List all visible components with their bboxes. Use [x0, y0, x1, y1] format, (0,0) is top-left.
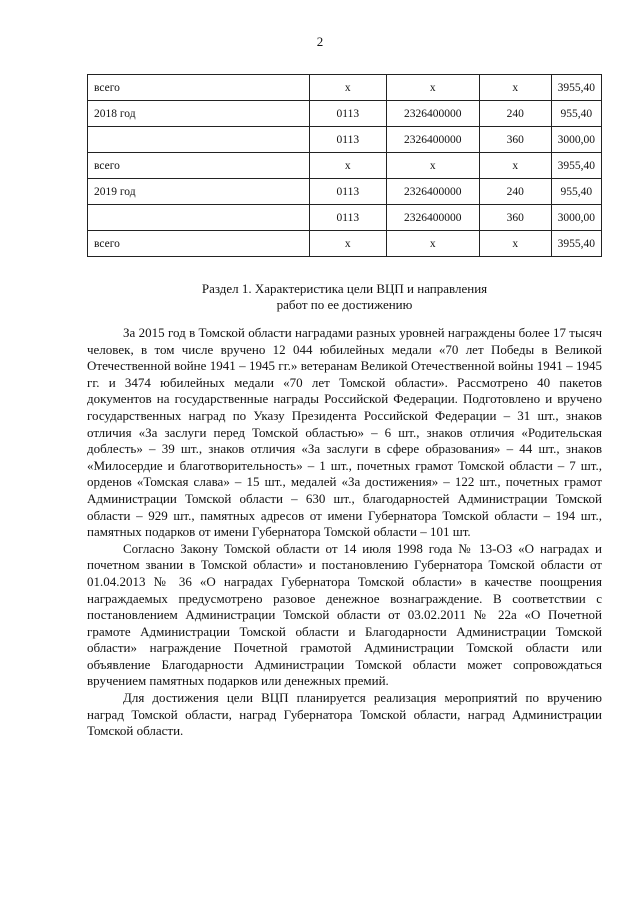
table-cell-code: х: [309, 153, 386, 179]
table-cell-target: х: [386, 153, 479, 179]
table-cell-label: [88, 205, 310, 231]
table-row: [88, 231, 602, 257]
paragraph-goal: Для достижения цели ВЦП планируется реализация мероприятий по вручению наград Томской области, наград Губернатора Томской области, наград Администрации Томской области.: [87, 690, 602, 739]
table-cell-label: всего: [88, 231, 310, 257]
section-heading-line-2: работ по ее достижению: [276, 297, 413, 312]
table-cell-amount: 3000,00: [551, 127, 601, 153]
table-cell-code: 0113: [309, 127, 386, 153]
table-cell-type: 240: [479, 101, 551, 127]
table-cell-code: 0113: [309, 205, 386, 231]
table-cell-label: всего: [88, 153, 310, 179]
table-cell-type: х: [479, 231, 551, 257]
table-row: [88, 101, 602, 127]
table-cell-type: 360: [479, 205, 551, 231]
page-number: 2: [316, 34, 324, 49]
table-cell-type: х: [479, 75, 551, 101]
table-cell-label: 2019 год: [88, 179, 310, 205]
section-heading-line-1: Раздел 1. Характеристика цели ВЦП и направления: [201, 281, 488, 296]
table-cell-code: 0113: [309, 101, 386, 127]
table-cell-amount: 3000,00: [551, 205, 601, 231]
table-cell-type: 360: [479, 127, 551, 153]
table-row: [88, 127, 602, 153]
paragraph-awards-2015: За 2015 год в Томской области наградами разных уровней награждены более 17 тысяч человек, в том числе вручено 12 044 юбилейных медали «70 лет Победы в Великой Отечественной войне 1941 – 1945 гг.» ветеранам Великой Отечественной войны 1941 – 1945 гг. и 3474 юбилейных медали «70 лет Томской области». Рассмотрено 40 пакетов документов на государственные награды Российской Федерации. Подготовлено и вручено государственных наград по Указу Президента Российской Федерации – 31 шт., знаков отличия «За заслуги перед Томской областью» – 6 шт., знаков отличия «Родительская доблесть» – 39 шт., знаков отличия «За заслуги в сфере образования» – 44 шт., знаков «Милосердие и благотворительность» – 1 шт., почетных грамот Томской области – 7 шт., орденов «Томская слава» – 15 шт., медалей «За достижения» – 122 шт., почетных грамот Администрации Томской области – 630 шт., благодарностей Администрации Томской области – 929 шт., памятных адресов от имени Губернатора Томской области – 194 шт., памятных подарков от имени Губернатора Томской области – 101 шт.: [87, 325, 602, 540]
table-cell-target: х: [386, 231, 479, 257]
table-cell-target: 2326400000: [386, 101, 479, 127]
paragraph-legal-basis: Согласно Закону Томской области от 14 июля 1998 года № 13-ОЗ «О наградах и почетном звании в Томской области» и постановлению Губернатора Томской области от 01.04.2013 № 36 «О наградах Губернатора Томской области» в качестве поощрения награждаемых предусмотрено разовое денежное вознаграждение. В соответствии с постановлением Администрации Томской области от 03.02.2011 № 22а «О Почетной грамоте Администрации Томской области и Благодарности Администрации Томской области» награждение Почетной грамотой Администрации Томской области или объявление Благодарности Администрации Томской области может сопровождаться вручением памятных подарков или денежных премий.: [87, 540, 602, 689]
budget-table: [87, 74, 602, 257]
table-cell-type: 240: [479, 179, 551, 205]
table-cell-amount: 3955,40: [551, 75, 601, 101]
table-cell-label: всего: [88, 75, 310, 101]
table-cell-amount: 3955,40: [551, 153, 601, 179]
table-cell-target: 2326400000: [386, 179, 479, 205]
table-cell-label: 2018 год: [88, 101, 310, 127]
table-cell-code: х: [309, 75, 386, 101]
table-cell-amount: 3955,40: [551, 231, 601, 257]
table-row: [88, 75, 602, 101]
table-cell-amount: 955,40: [551, 101, 601, 127]
table-row: [88, 153, 602, 179]
table-cell-target: 2326400000: [386, 127, 479, 153]
table-cell-code: 0113: [309, 179, 386, 205]
section-body: [87, 325, 602, 740]
section-heading: [87, 281, 602, 313]
table-cell-amount: 955,40: [551, 179, 601, 205]
table-row: [88, 179, 602, 205]
table-row: [88, 205, 602, 231]
table-cell-label: [88, 127, 310, 153]
table-cell-target: 2326400000: [386, 205, 479, 231]
table-cell-target: х: [386, 75, 479, 101]
table-cell-code: х: [309, 231, 386, 257]
table-cell-type: х: [479, 153, 551, 179]
